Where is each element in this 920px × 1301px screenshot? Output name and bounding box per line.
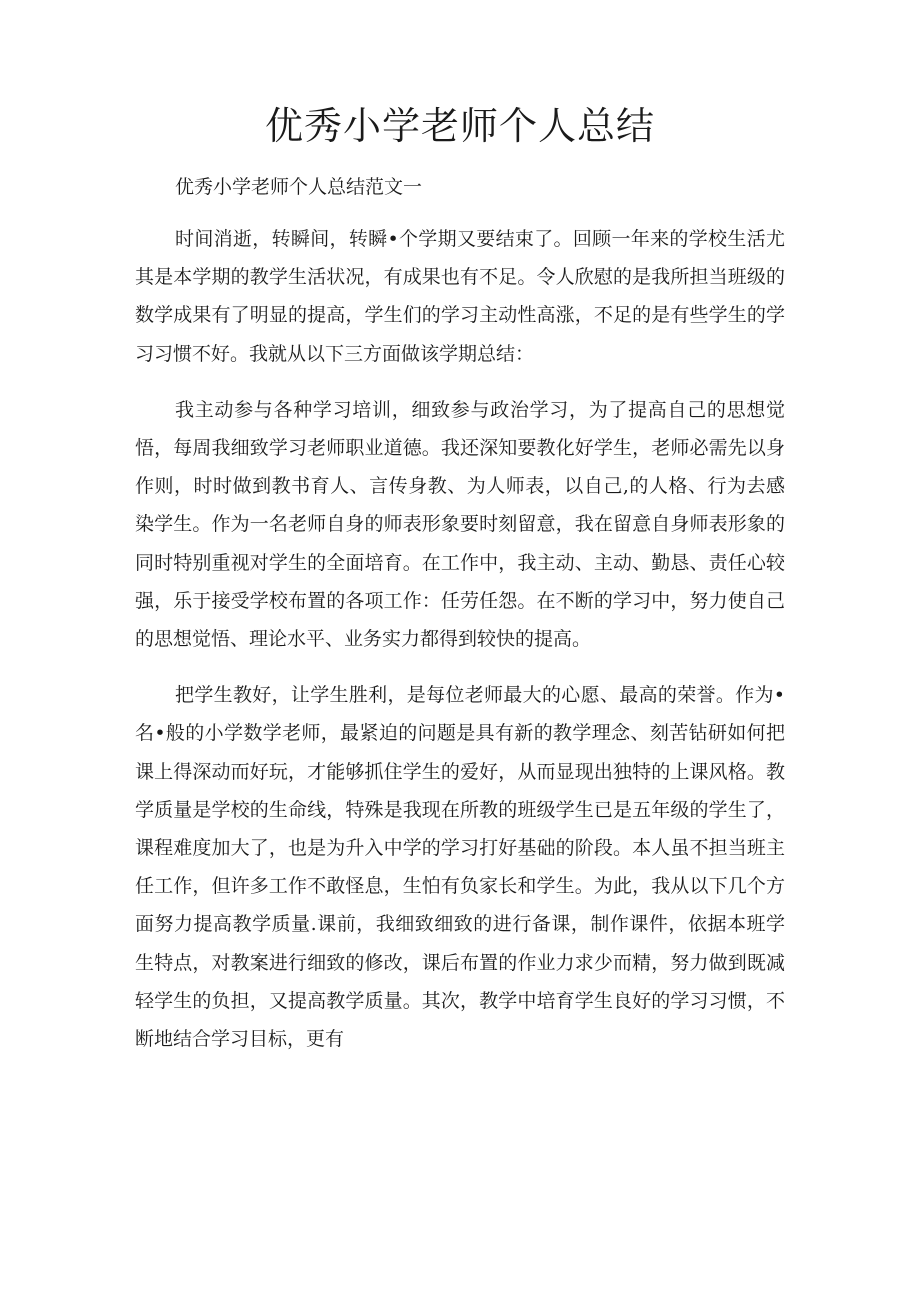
paragraph-1: 时间消逝，转瞬间，转瞬•个学期又要结束了。回顾一年来的学校生活尤其是本学期的教学生活状况，有成果也有不足。令人欣慰的是我所担当班级的数学成果有了明显的提高，学生们的学习主动性高涨，不足的是有些学生的学习习惯不好。我就从以下三方面做该学期总结： <box>135 228 785 365</box>
document-title: 优秀小学老师个人总结 <box>264 104 655 148</box>
paragraph-2: 我主动参与各种学习培训，细致参与政治学习，为了提高自己的思想觉悟，每周我细致学习老师职业道德。我还深知要教化好学生，老师必需先以身作则，时时做到教书育人、言传身教、为人师表，以自己,的人格、行为去感染学生。作为一名老师自身的师表形象要时刻留意，我在留意自身师表形象的同时特别重视对学生的全面培育。在工作中，我主动、主动、勤恳、责任心较强，乐于接受学校布置的各项工作：任劳任怨。在不断的学习中，努力使自己的思想觉悟、理论水平、业务实力都得到较快的提高。 <box>135 398 785 651</box>
document-body <box>135 220 785 1076</box>
paragraph-3: 把学生教好，让学生胜利，是每位老师最大的心愿、最高的荣誉。作为•名•般的小学数学老师，最紧迫的问题是具有新的教学理念、刻苦钻研如何把课上得深动而好玩，才能够抓住学生的爱好，从而显现出独特的上课风格。教学质量是学校的生命线，特殊是我现在所教的班级学生已是五年级的学生了，课程难度加大了，也是为升入中学的学习打好基础的阶段。本人虽不担当班主任工作，但许多工作不敢怪息，生怕有负家长和学生。为此，我从以下几个方面努力提高教学质量.课前，我细致细致的进行备课，制作课件，依据本班学生特点，对教案进行细致的修改，课后布置的作业力求少而精，努力做到既减轻学生的负担，又提高教学质量。其次，教学中培育学生良好的学习习惯，不断地结合学习目标，更有 <box>135 684 785 1051</box>
document-subtitle: 优秀小学老师个人总结范文一 <box>175 176 423 198</box>
